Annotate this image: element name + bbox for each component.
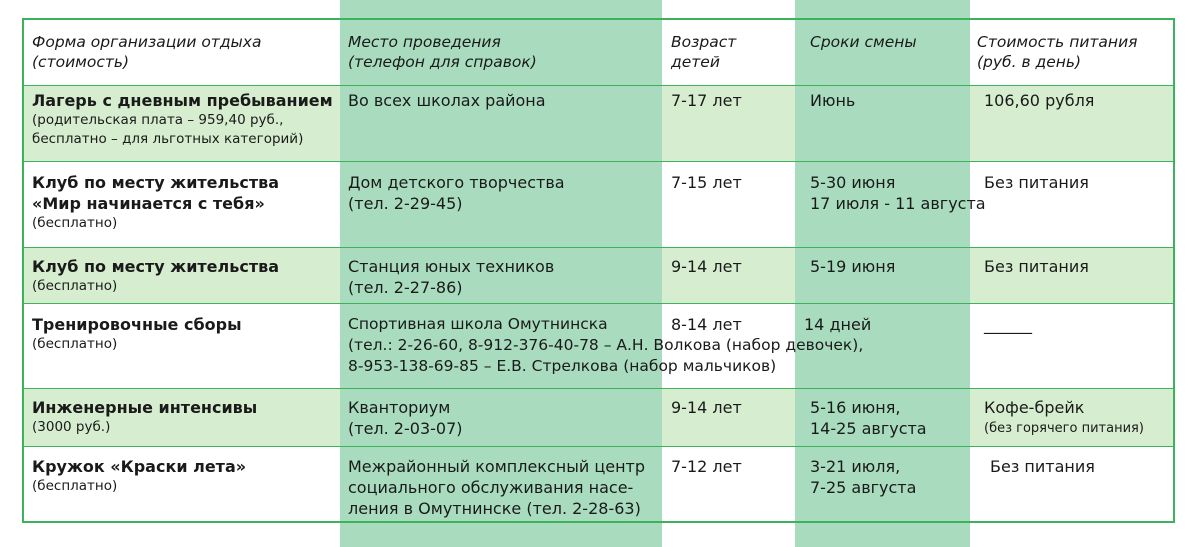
- row-age: 8-14 лет: [671, 315, 742, 334]
- row-title: Инженерные интенсивы: [32, 398, 258, 417]
- table-row: Тренировочные сборы (бесплатно): [32, 315, 242, 352]
- row-place: Спортивная школа Омутнинска (тел.: 2-26-60, 8-912-376-40-78 – А.Н. Волкова (набор девочек), 8-953-138-69-85 – Е.В. Стрелкова (набор мальчиков): [348, 315, 864, 375]
- row-title: Клуб по месту жительства: [32, 173, 280, 192]
- row-dates: 5-16 июня, 14-25 августа: [810, 398, 927, 438]
- row-place: Межрайонный комплексный центр социального обслуживания насе- ления в Омутнинске (тел. 2-28-63): [348, 457, 646, 518]
- row-place: Станция юных техников (тел. 2-27-86): [348, 257, 555, 297]
- row-age: 9-14 лет: [671, 398, 742, 417]
- row-place: Дом детского творчества (тел. 2-29-45): [348, 173, 565, 213]
- row-dates: 3-21 июля, 7-25 августа: [810, 457, 917, 497]
- row-food: Без питания: [984, 173, 1089, 192]
- table-row: Инженерные интенсивы (3000 руб.): [32, 398, 258, 435]
- row-place: Во всех школах района: [348, 91, 546, 110]
- row-food: Кофе-брейк (без горячего питания): [984, 397, 1144, 439]
- table-row: Клуб по месту жительства «Мир начинается с тебя» (бесплатно): [32, 173, 280, 231]
- row-title: «Мир начинается с тебя»: [32, 194, 265, 213]
- header-age: Возраст детей: [671, 33, 737, 71]
- row-age: 7-17 лет: [671, 91, 742, 110]
- row-title: Лагерь с дневным пребыванием: [32, 91, 333, 110]
- header-place: Место проведения (телефон для справок): [348, 33, 537, 71]
- row-age: 9-14 лет: [671, 257, 742, 276]
- table-row: Кружок «Краски лета» (бесплатно): [32, 457, 247, 494]
- row-title: Кружок «Краски лета»: [32, 457, 247, 476]
- row-food: Без питания: [984, 257, 1089, 276]
- header-food: Стоимость питания (руб. в день): [977, 33, 1138, 71]
- row-age: 7-12 лет: [671, 457, 742, 476]
- row-dates: 14 дней: [804, 315, 872, 334]
- header-form: Форма организации отдыха (стоимость): [32, 33, 262, 71]
- food-note: (без горячего питания): [984, 421, 1144, 436]
- row-food: 106,60 рубля: [984, 91, 1095, 110]
- row-food: Без питания: [990, 457, 1095, 476]
- row-dates: 5-30 июня 17 июля - 11 августа: [810, 173, 986, 213]
- row-dates: 5-19 июня: [810, 257, 896, 276]
- row-dates: Июнь: [810, 91, 856, 110]
- row-food: ______: [984, 315, 1032, 334]
- table-row: Клуб по месту жительства (бесплатно): [32, 257, 280, 294]
- row-title: Клуб по месту жительства: [32, 257, 280, 276]
- row-age: 7-15 лет: [671, 173, 742, 192]
- header-dates: Сроки смены: [810, 33, 917, 51]
- row-place: Кванториум (тел. 2-03-07): [348, 398, 463, 438]
- row-title: Тренировочные сборы: [32, 315, 242, 334]
- table-row: Лагерь с дневным пребыванием (родительская плата – 959,40 руб., бесплатно – для льготных категорий): [32, 91, 333, 147]
